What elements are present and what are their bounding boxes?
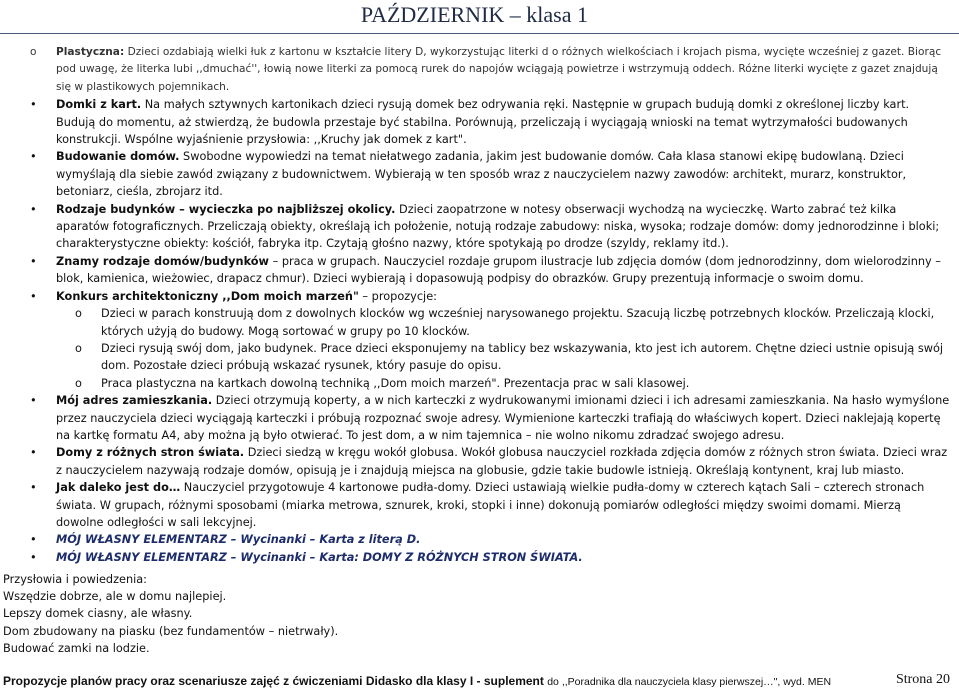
- circle-bullet-icon: o: [75, 307, 82, 321]
- circle-bullet-icon: o: [75, 341, 82, 355]
- list-item-elementarz-litera-d: [0, 531, 959, 548]
- item-lead: Znamy rodzaje domów/budynków: [56, 254, 269, 268]
- list-item-domki-z-kart: [0, 96, 959, 148]
- proverb-line: Dom zbudowany na piasku (bez fundamentów – nietrwały).: [3, 624, 339, 638]
- proverb-line: Budować zamki na lodzie.: [3, 641, 150, 655]
- elementarz-label: MÓJ WŁASNY ELEMENTARZ – Wycinanki – Karta z literą D.: [56, 533, 421, 547]
- list-item-elementarz-domy: [0, 549, 959, 566]
- page-title: PAŹDZIERNIK – klasa 1: [360, 2, 588, 27]
- bullet-icon: •: [30, 150, 37, 164]
- bullet-icon: •: [30, 289, 37, 303]
- list-item-konkurs: [0, 288, 959, 305]
- footer-title: Propozycje planów pracy oraz scenariusze zajęć z ćwiczeniami Didasko dla klasy I: [3, 674, 474, 688]
- circle-bullet-icon: o: [75, 376, 82, 390]
- bullet-icon: •: [30, 550, 37, 564]
- bullet-icon: •: [30, 202, 37, 216]
- item-text: Swobodne wypowiedzi na temat niełatwego zadania, jakim jest budowanie domów. Cała klasa stanowi ekipę budowlaną. Dzieci wymyślają dla siebie zawód związany z budownictwem. Wybierają w ten sposób wraz z nauczycielem nazwy zawodów: architekt, murarz, konstruktor, betoniarz, cieśla, zbrojarz itd.: [56, 150, 907, 199]
- list-item-jak-daleko: [0, 479, 959, 531]
- list-item-plastyczna: [0, 44, 959, 96]
- title-underline: [0, 33, 959, 34]
- list-item-budowanie-domow: [0, 148, 959, 200]
- bullet-icon: •: [30, 481, 37, 495]
- item-text: Na małych sztywnych kartonikach dzieci rysują domek bez odrywania ręki. Następnie w grupach budują domki z określonej liczby kart. Budują do momentu, aż stwierdzą, że budowla przestaje być stabilna. Porównują, przeliczają i wyciągają wnioski na temat wytrzymałości budowanych konstrukcji. Wspólne wyjaśnienie przysłowia: ,,Kruchy jak domek z kart".: [56, 98, 910, 147]
- bullet-icon: •: [30, 394, 37, 408]
- item-lead: Mój adres zamieszkania.: [56, 394, 213, 408]
- item-lead: Budowanie domów.: [56, 150, 180, 164]
- activity-list: [0, 44, 959, 566]
- page-number: Strona 20: [895, 672, 950, 687]
- item-lead: Rodzaje budynków – wycieczka po najbliższej okolicy.: [56, 202, 396, 216]
- proverb-line: Lepszy domek ciasny, ale własny.: [3, 607, 193, 621]
- list-item-domy-swiata: [0, 444, 959, 479]
- item-text: Dzieci siedzą w kręgu wokół globusa. Wokół globusa nauczyciel rozkłada zdjęcia domów z różnych stron świata. Dzieci wraz z nauczycielem nazywają rodzaje domów, opisują je i znajdują miejsca na globusie, gdzie takie budowle istnieją. Określają kontynent, kraj lub miasto.: [56, 446, 948, 477]
- elementarz-label: MÓJ WŁASNY ELEMENTARZ – Wycinanki – Karta: DOMY Z RÓŻNYCH STRON ŚWIATA.: [56, 550, 583, 564]
- circle-bullet-icon: o: [30, 46, 37, 58]
- item-text: Praca plastyczna na kartkach dowolną techniką ,,Dom moich marzeń". Prezentacja prac w sali klasowej.: [101, 376, 690, 390]
- item-text: Dzieci otrzymują koperty, a w nich karteczki z wydrukowanymi imionami dzieci i ich adresami zamieszkania. Na hasło wymyślone przez nauczyciela dzieci wyciągają karteczki i próbują rozpoznać swoje adresy. Wymienione karteczki trafiają do właściwych kopert. Dzieci naklejają kopertę na kartkę formatu A4, aby można ją było otwierać. To jest dom, a w nim tajemnica – nie wolno nikomu zdradzać swojego adresu.: [56, 394, 950, 442]
- bullet-icon: •: [30, 254, 37, 268]
- list-item-moj-adres: [0, 392, 959, 444]
- footer-source: do ,,Poradnika dla nauczyciela klasy pierwszej…", wyd. MEN: [547, 676, 832, 688]
- list-item-rodzaje-budynkow: [0, 201, 959, 253]
- page-footer: [3, 674, 956, 688]
- item-lead: Plastyczna:: [56, 46, 125, 58]
- item-text: Dzieci rysują swój dom, jako budynek. Prace dzieci eksponujemy na tablicy bez wskazywania, kto jest ich autorem. Chętne dzieci ustnie opisują swój dom. Pozostałe dzieci próbują wskazać rysunek, który pasuje do opisu.: [101, 341, 944, 373]
- item-lead: Domki z kart.: [56, 98, 142, 112]
- bullet-icon: •: [30, 533, 37, 547]
- bullet-icon: •: [30, 446, 37, 460]
- item-text: Nauczyciel przygotowuje 4 kartonowe pudła-domy. Dzieci ustawiają wielkie pudła-domy w czterech kątach Sali – czterech stronach świata. W grupach, różnymi sposobami (miarka metrowa, sznurek, kroki, stopki i inne) dokonują pomiarów odległości między swoimi domami. Mierzą dowolne odległości w sali lekcyjnej.: [56, 481, 925, 529]
- proverbs-heading: Przysłowia i powiedzenia:: [3, 573, 147, 586]
- item-text: Dzieci ozdabiają wielki łuk z kartonu w kształcie litery D, wykorzystując literki d o różnych wielkościach i krojach pisma, wycięte wcześniej z gazet. Biorąc pod uwagę, że literka lubi ,,dmuchać'', łowią nowe literki za pomocą rurek do napojów wciągają powietrze i wstrzymują oddech. Różne literki wycięte z gazet znajdują się w plastikowych pojemnikach.: [56, 46, 942, 93]
- proverb-line: Wszędzie dobrze, ale w domu najlepiej.: [3, 590, 227, 604]
- item-lead: Jak daleko jest do…: [56, 481, 181, 495]
- list-item-znamy-rodzaje: [0, 253, 959, 288]
- footer-suplement: - suplement: [473, 674, 548, 688]
- sub-item-rysunek: [0, 340, 959, 375]
- sub-item-klocki: [0, 305, 959, 340]
- sub-item-praca-plastyczna: [0, 375, 959, 392]
- bullet-icon: •: [30, 98, 37, 112]
- item-lead: Konkurs architektoniczny ,,Dom moich marzeń": [56, 289, 359, 303]
- item-text: Dzieci zaopatrzone w notesy obserwacji wychodzą na wycieczkę. Warto zabrać też kilka aparatów fotograficznych. Przeliczają obiekty, określają ich położenie, notują rodzaje zabudowy: niska, wysoka; rodzaje domów: domy jednorodzinne i bloki; charakterystyczne obiekty: kościół, fabryka itp. Czytają głośno nazwy, które spotykają po drodze (szyldy, reklamy itd.).: [56, 202, 940, 251]
- item-text: – propozycje:: [358, 289, 437, 303]
- item-text: Dzieci w parach konstruują dom z dowolnych klocków wg wcześniej narysowanego projektu. Szacują liczbę potrzebnych klocków. Przeliczają klocki, których użyją do budowy. Mogą sortować w grupy po 10 klocków.: [101, 307, 935, 338]
- item-lead: Domy z różnych stron świata.: [56, 446, 245, 460]
- proverbs-section: [3, 571, 338, 657]
- item-text: – praca w grupach. Nauczyciel rozdaje grupom ilustracje lub zdjęcia domów (dom jednorodzinny, dom wielorodzinny – blok, kamienica, wieżowiec, drapacz chmur). Dzieci wybierają i dopasowują podpisy do obrazków. Grupy prezentują informacje o swoim domu.: [56, 254, 941, 286]
